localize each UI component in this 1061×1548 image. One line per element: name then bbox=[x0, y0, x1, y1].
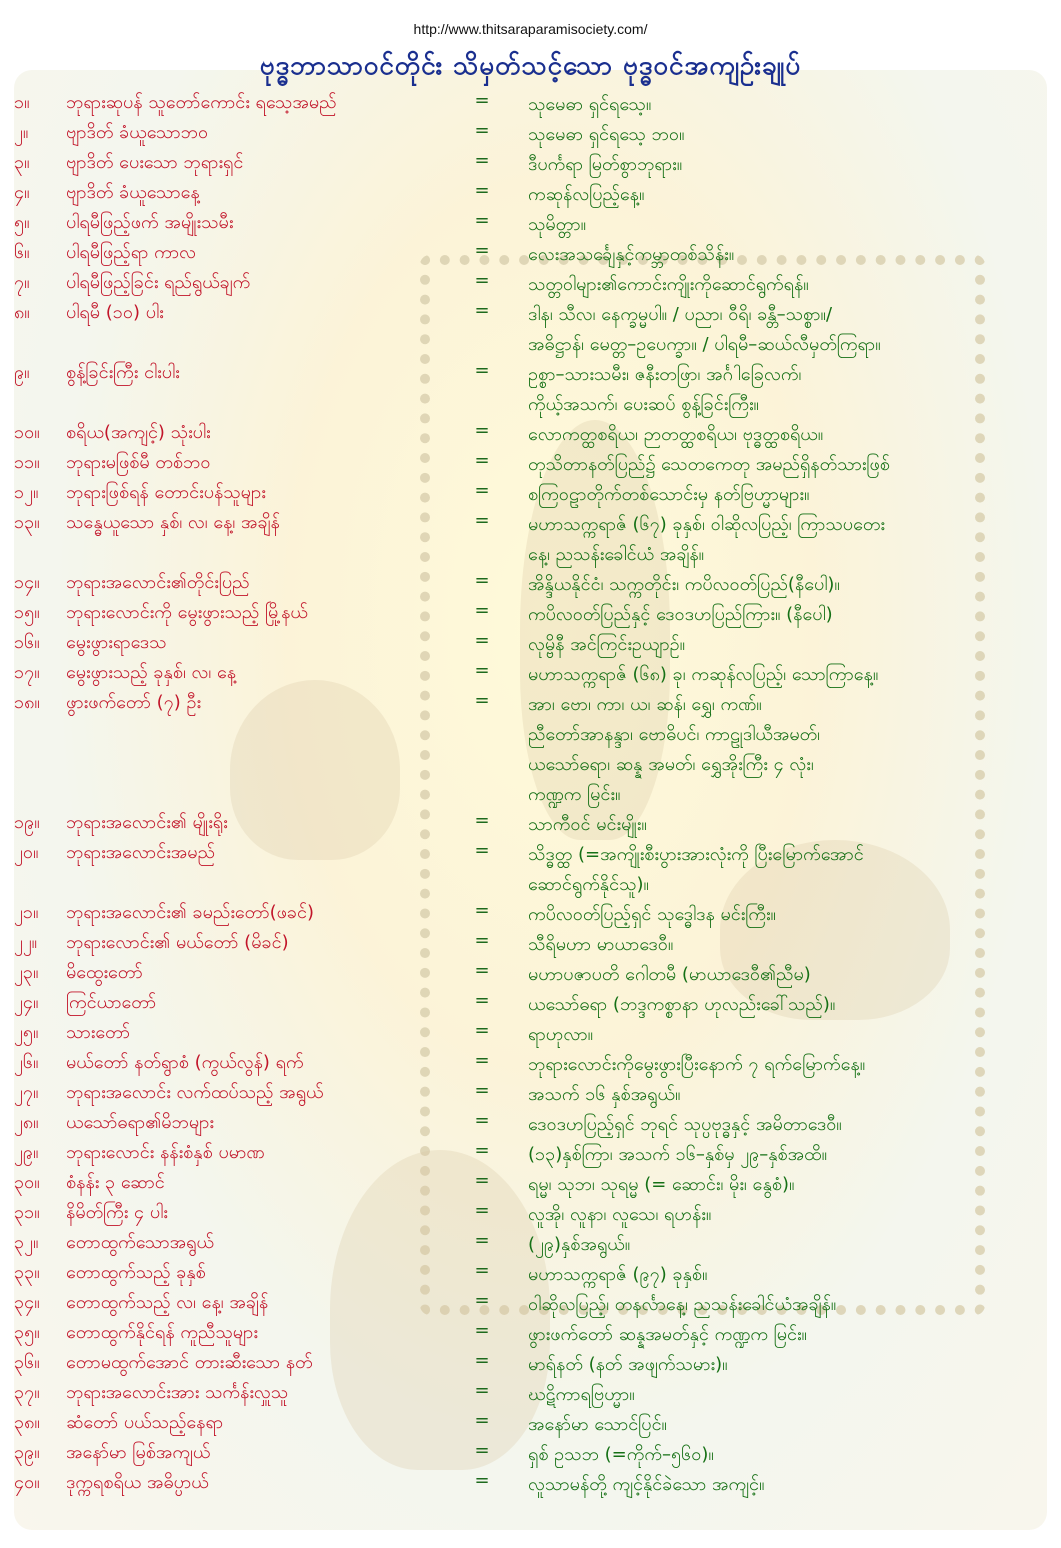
list-item bbox=[0, 660, 1061, 690]
item-label: ပါရမီဖြည့်ရာ ကာလ bbox=[66, 242, 197, 263]
equals-sign: = bbox=[474, 210, 490, 231]
equals-sign: = bbox=[474, 1290, 490, 1311]
list-item bbox=[0, 1440, 1061, 1470]
item-number: ၂၁။ bbox=[14, 902, 39, 923]
item-value bbox=[528, 90, 1033, 120]
equals-sign: = bbox=[474, 960, 490, 981]
item-value bbox=[528, 630, 1033, 660]
equals-sign: = bbox=[474, 690, 490, 711]
equals-sign: = bbox=[474, 1200, 490, 1221]
item-value-line: လောကတ္ထစရိယ၊ ဉာတတ္ထစရိယ၊ ဗုဒ္ဓတ္ထစရိယ။ bbox=[528, 424, 824, 445]
item-value-line: ဒါန၊ သီလ၊ နေက္ခမ္မပါ။ / ပညာ၊ ဝီရိ၊ ခန္တီ–သစ္စာ။/ bbox=[528, 304, 833, 325]
equals-sign: = bbox=[474, 1050, 490, 1071]
item-label: မွေးဖွားသည့် ခုနှစ်၊ လ၊ နေ့ bbox=[66, 662, 237, 683]
list-item bbox=[0, 1350, 1061, 1380]
item-value bbox=[528, 990, 1033, 1020]
item-label: ဘုရားအလောင်း၏တိုင်းပြည် bbox=[66, 572, 250, 593]
list-item bbox=[0, 150, 1061, 180]
equals-sign: = bbox=[474, 1380, 490, 1401]
item-value-line: ကိုယ့်အသက်၊ ပေးဆပ် စွန့်ခြင်းကြီး။ bbox=[528, 394, 759, 415]
list-item bbox=[0, 90, 1061, 120]
item-value bbox=[528, 1350, 1033, 1380]
equals-sign: = bbox=[474, 1230, 490, 1251]
equals-sign: = bbox=[474, 270, 490, 291]
equals-sign: = bbox=[474, 660, 490, 681]
item-number: ၂၂။ bbox=[14, 932, 38, 953]
list-item bbox=[0, 900, 1061, 930]
item-value-line: ရှစ် ဥသဘ (=ကိုက်–၅၆၀)။ bbox=[528, 1444, 714, 1465]
equals-sign: = bbox=[474, 600, 490, 621]
list-item bbox=[0, 1320, 1061, 1350]
item-number: ၂၉။ bbox=[14, 1142, 39, 1163]
item-value bbox=[528, 420, 1033, 450]
item-number: ၂၀။ bbox=[14, 842, 39, 863]
item-label: ဘုရားလောင်းကို မွေးဖွားသည့် မြို့နယ် bbox=[66, 602, 308, 623]
source-url: http://www.thitsaraparamisociety.com/ bbox=[413, 21, 648, 37]
item-label: ကြင်ယာတော် bbox=[66, 992, 157, 1013]
item-label: ဗျာဒိတ် ခံယူသောဘဝ bbox=[66, 122, 209, 143]
list-item bbox=[0, 1050, 1061, 1080]
list-item bbox=[0, 1110, 1061, 1140]
list-item bbox=[0, 1200, 1061, 1230]
item-value bbox=[528, 840, 1033, 900]
equals-sign: = bbox=[474, 420, 490, 441]
item-value bbox=[528, 180, 1033, 210]
item-number: ၂၃။ bbox=[14, 962, 39, 983]
item-value-line: ယသော်ဓရာ (ဘဒ္ဒကစ္စာနာ ဟုလည်းခေါ်သည်)။ bbox=[528, 994, 836, 1015]
list-item bbox=[0, 600, 1061, 630]
equals-sign: = bbox=[474, 120, 490, 141]
list-item bbox=[0, 1020, 1061, 1050]
list-item bbox=[0, 990, 1061, 1020]
item-label: သန္ဓေယူသော နှစ်၊ လ၊ နေ့၊ အချိန် bbox=[66, 512, 280, 533]
item-label: ဘုရားအလောင်း၏ ခမည်းတော်(ဖခင်) bbox=[66, 902, 315, 923]
item-label: ဘုရားအလောင်းအမည် bbox=[66, 842, 215, 863]
item-value bbox=[528, 1050, 1033, 1080]
equals-sign: = bbox=[474, 990, 490, 1011]
equals-sign: = bbox=[474, 1470, 490, 1491]
equals-sign: = bbox=[474, 300, 490, 321]
item-value bbox=[528, 930, 1033, 960]
item-value-line: တုသိတာနတ်ပြည်၌ သေတကေတု အမည်ရှိနတ်သားဖြစ် bbox=[528, 454, 890, 475]
item-value bbox=[528, 1080, 1033, 1110]
item-value-line: ဒေဝဒဟပြည့်ရှင် ဘုရင် သုပ္ပဗုဒ္ဓနှင့် အမိတာဒေဝီ။ bbox=[528, 1114, 842, 1135]
item-label: စရိယ(အကျင့်) သုံးပါး bbox=[66, 422, 211, 443]
item-label: ဘုရားအလောင်းအား သင်္ကန်းလှူသူ bbox=[66, 1382, 289, 1403]
item-value bbox=[528, 1290, 1033, 1320]
item-value bbox=[528, 480, 1033, 510]
item-value-line: ရာဟုလာ။ bbox=[528, 1024, 594, 1045]
item-label: ဘုရားဖြစ်ရန် တောင်းပန်သူများ bbox=[66, 482, 266, 503]
list-item bbox=[0, 300, 1061, 355]
item-value-line: (၁၃)နှစ်ကြာ၊ အသက် ၁၆–နှစ်မှ ၂၉–နှစ်အထိ။ bbox=[528, 1144, 828, 1165]
list-item bbox=[0, 1230, 1061, 1260]
item-label: မယ်တော် နတ်ရွာစံ (ကွယ်လွန်) ရက် bbox=[66, 1052, 304, 1073]
item-value-line: ကပိလဝတ်ပြည့်ရှင် သုဒ္ဓေါဒန မင်းကြီး။ bbox=[528, 904, 777, 925]
item-value-line: ဘုရားလောင်းကိုမွေးဖွားပြီးနောက် ၇ ရက်မြောက်နေ့။ bbox=[528, 1054, 866, 1075]
item-value-line: သီရိမဟာ မာယာဒေဝီ။ bbox=[528, 934, 674, 955]
item-value bbox=[528, 1260, 1033, 1290]
item-value-line: ဃဋိကာရဗြဟ္မာ။ bbox=[528, 1384, 635, 1405]
item-number: ၂။ bbox=[14, 122, 29, 143]
item-number: ၁၃။ bbox=[14, 512, 40, 533]
item-label: ဘုရားအလောင်း၏ မျိုးရိုး bbox=[66, 812, 228, 833]
item-label: တောထွက်သောအရွယ် bbox=[66, 1232, 214, 1253]
item-value bbox=[528, 810, 1033, 840]
item-value-line: လုမ္ဗိနီ အင်ကြင်းဥယျာဉ်။ bbox=[528, 634, 686, 655]
item-value-line: ဖွားဖက်တော် ဆန္နအမတ်နှင့် ကဏ္ဍက မြင်း။ bbox=[528, 1324, 808, 1345]
equals-sign: = bbox=[474, 90, 490, 111]
item-number: ၁၉။ bbox=[14, 812, 40, 833]
item-value-line: ကပိလဝတ်ပြည်နှင့် ဒေဝဒဟပြည်ကြား။ (နီပေါ) bbox=[528, 604, 833, 625]
list-item bbox=[0, 270, 1061, 300]
equals-sign: = bbox=[474, 840, 490, 861]
list-item bbox=[0, 360, 1061, 415]
item-number: ၂၈။ bbox=[14, 1112, 39, 1133]
item-value bbox=[528, 150, 1033, 180]
item-value bbox=[528, 210, 1033, 240]
equals-sign: = bbox=[474, 900, 490, 921]
list-item bbox=[0, 240, 1061, 270]
equals-sign: = bbox=[474, 1110, 490, 1131]
item-value-line: ညီတော်အာနန္ဒာ၊ ဗောဓိပင်၊ ကာဠုဒါယီအမတ်၊ bbox=[528, 724, 821, 745]
item-value bbox=[528, 360, 1033, 420]
item-value-line: ဝါဆိုလပြည့်၊ တနင်္လာနေ့၊ ညသန်းခေါင်ယံအချိန်။ bbox=[528, 1294, 837, 1315]
item-value bbox=[528, 270, 1033, 300]
item-value bbox=[528, 960, 1033, 990]
item-value bbox=[528, 1440, 1033, 1470]
item-number: ၃၅။ bbox=[14, 1322, 40, 1343]
item-value-line: အနော်မာ သောင်ပြင်။ bbox=[528, 1414, 667, 1435]
item-number: ၃၄။ bbox=[14, 1292, 40, 1313]
item-number: ၁၆။ bbox=[14, 632, 40, 653]
list-item bbox=[0, 630, 1061, 660]
item-value bbox=[528, 120, 1033, 150]
item-value-line: လေးအသင်္ချေနှင့်ကမ္ဘာတစ်သိန်း။ bbox=[528, 244, 735, 265]
equals-sign: = bbox=[474, 240, 490, 261]
item-label: ဒုက္ကရစရိယ အဓိပ္ပာယ် bbox=[66, 1472, 209, 1493]
list-item bbox=[0, 480, 1061, 510]
item-number: ၁၈။ bbox=[14, 692, 40, 713]
item-value bbox=[528, 240, 1033, 270]
list-item bbox=[0, 840, 1061, 895]
list-item bbox=[0, 1080, 1061, 1110]
item-value bbox=[528, 570, 1033, 600]
item-value bbox=[528, 900, 1033, 930]
item-label: တောထွက်သည့် လ၊ နေ့၊ အချိန် bbox=[66, 1292, 269, 1313]
item-number: ၁၄။ bbox=[14, 572, 40, 593]
item-value bbox=[528, 1410, 1033, 1440]
item-value-line: လူသာမန်တို့ ကျင့်နိုင်ခဲသော အကျင့်။ bbox=[528, 1474, 765, 1495]
item-number: ၇။ bbox=[14, 272, 30, 293]
item-value-line: ရမ္မ၊ သုဘ၊ သုရမ္မ (= ဆောင်း၊ မိုး၊ နွေစံ)။ bbox=[528, 1174, 795, 1195]
item-number: ၄။ bbox=[14, 182, 30, 203]
equals-sign: = bbox=[474, 360, 490, 381]
equals-sign: = bbox=[474, 1350, 490, 1371]
item-value-line: ဆောင်ရွက်နိုင်သူ)။ bbox=[528, 874, 649, 895]
item-label: ပါရမီဖြည့်ခြင်း ရည်ရွယ်ချက် bbox=[66, 272, 251, 293]
item-number: ၃၁။ bbox=[14, 1202, 40, 1223]
item-label: ပါရမီဖြည့်ဖက် အမျိုးသမီး bbox=[66, 212, 234, 233]
equals-sign: = bbox=[474, 1440, 490, 1461]
item-number: ၃၃။ bbox=[14, 1262, 40, 1283]
item-value-line: အိန္ဒိယနိုင်ငံ၊ သက္ကတိုင်း၊ ကပိလဝတ်ပြည်(နီပေါ)။ bbox=[528, 574, 840, 595]
item-number: ၉။ bbox=[14, 362, 30, 383]
item-number: ၈။ bbox=[14, 302, 30, 323]
item-number: ၃၈။ bbox=[14, 1412, 40, 1433]
item-value bbox=[528, 1380, 1033, 1410]
item-number: ၃၆။ bbox=[14, 1352, 40, 1373]
item-value-line: ဒီပင်္ကရာ မြတ်စွာဘုရား။ bbox=[528, 154, 683, 175]
item-number: ၁၁။ bbox=[14, 452, 40, 473]
equals-sign: = bbox=[474, 180, 490, 201]
item-value-line: မဟာသက္ကရာဇ် (၉၇) ခုနှစ်။ bbox=[528, 1264, 708, 1285]
item-label: အနော်မာ မြစ်အကျယ် bbox=[66, 1442, 211, 1463]
list-item bbox=[0, 1140, 1061, 1170]
item-value-line: (၂၉)နှစ်အရွယ်။ bbox=[528, 1234, 631, 1255]
item-label: မိထွေးတော် bbox=[66, 962, 143, 983]
equals-sign: = bbox=[474, 1020, 490, 1041]
item-value bbox=[528, 1020, 1033, 1050]
list-item bbox=[0, 1290, 1061, 1320]
item-label: ဘုရားမဖြစ်မီ တစ်ဘဝ bbox=[66, 452, 211, 473]
item-value bbox=[528, 1170, 1033, 1200]
list-item bbox=[0, 570, 1061, 600]
item-value-line: အဓိဋ္ဌာန်၊ မေတ္တ–ဥပေက္ခာ။ / ပါရမီ–ဆယ်လီမှတ်ကြရာ။ bbox=[528, 334, 881, 355]
item-value-line: လူအို၊ လူနာ၊ လူသေ၊ ရဟန်း။ bbox=[528, 1204, 712, 1225]
item-label: စံနန်း ၃ ဆောင် bbox=[66, 1172, 165, 1193]
equals-sign: = bbox=[474, 1320, 490, 1341]
item-value-line: သုမိတ္တာ။ bbox=[528, 214, 587, 235]
equals-sign: = bbox=[474, 930, 490, 951]
equals-sign: = bbox=[474, 630, 490, 651]
list-item bbox=[0, 510, 1061, 565]
item-number: ၄၀။ bbox=[14, 1472, 40, 1493]
item-value-line: သိဒ္ဓတ္ထ (=အကျိုးစီးပွားအားလုံးကို ပြီးမြောက်အောင် bbox=[528, 844, 864, 865]
list-item bbox=[0, 420, 1061, 450]
item-label: တောမထွက်အောင် တားဆီးသော နတ် bbox=[66, 1352, 313, 1373]
item-label: ဘုရားအလောင်း လက်ထပ်သည့် အရွယ် bbox=[66, 1082, 324, 1103]
item-value-line: ဥစ္စာ–သားသမီး၊ ဇနီးတဖြာ၊ အင်္ဂါခြေလက်၊ bbox=[528, 364, 802, 385]
item-value bbox=[528, 690, 1033, 810]
item-value-line: အာ၊ ဗော၊ ကာ၊ ယ၊ ဆန်၊ ရွှေ၊ ကဏ်။ bbox=[528, 694, 762, 715]
item-value bbox=[528, 300, 1033, 360]
item-label: သားတော် bbox=[66, 1022, 131, 1043]
item-label: တောထွက်နိုင်ရန် ကူညီသူများ bbox=[66, 1322, 258, 1343]
list-item bbox=[0, 1470, 1061, 1500]
page-title: ဗုဒ္ဓဘာသာဝင်တိုင်း သိမှတ်သင့်သော ဗုဒ္ဓဝင်အကျဉ်းချုပ် bbox=[259, 51, 802, 81]
item-value-line: မဟာသက္ကရာဇ် (၆၇) ခုနှစ်၊ ဝါဆိုလပြည့်၊ ကြာသပတေး bbox=[528, 514, 885, 535]
item-value-line: သာကီဝင် မင်းမျိုး။ bbox=[528, 814, 647, 835]
equals-sign: = bbox=[474, 1080, 490, 1101]
equals-sign: = bbox=[474, 810, 490, 831]
item-value bbox=[528, 1320, 1033, 1350]
list-item bbox=[0, 810, 1061, 840]
item-label: ယသော်ဓရာ၏မိဘများ bbox=[66, 1112, 214, 1133]
item-number: ၁၇။ bbox=[14, 662, 40, 683]
list-item bbox=[0, 120, 1061, 150]
item-label: ဗျာဒိတ် ခံယူသောနေ့ bbox=[66, 182, 200, 203]
item-value bbox=[528, 1470, 1033, 1500]
item-label: တောထွက်သည့် ခုနှစ် bbox=[66, 1262, 206, 1283]
item-value-line: အသက် ၁၆ နှစ်အရွယ်။ bbox=[528, 1084, 681, 1105]
item-number: ၂၄။ bbox=[14, 992, 39, 1013]
item-value bbox=[528, 1110, 1033, 1140]
item-number: ၂၅။ bbox=[14, 1022, 39, 1043]
equals-sign: = bbox=[474, 1410, 490, 1431]
item-value bbox=[528, 1200, 1033, 1230]
item-label: ဆံတော် ပယ်သည့်နေရာ bbox=[66, 1412, 224, 1433]
item-value bbox=[528, 1140, 1033, 1170]
item-number: ၆။ bbox=[14, 242, 30, 263]
item-value-line: နေ့၊ ညသန်းခေါင်ယံ အချိန်။ bbox=[528, 544, 705, 565]
list-item bbox=[0, 180, 1061, 210]
item-label: ဖွားဖက်တော် (၇) ဦး bbox=[66, 692, 202, 713]
list-item bbox=[0, 1380, 1061, 1410]
item-value-line: ကဏ္ဍက မြင်း။ bbox=[528, 784, 621, 805]
item-label: ဘုရားဆုပန် သူတော်ကောင်း ရသေ့အမည် bbox=[66, 92, 337, 113]
item-number: ၁။ bbox=[14, 92, 30, 113]
item-label: မွေးဖွားရာဒေသ bbox=[66, 632, 167, 653]
item-number: ၃၉။ bbox=[14, 1442, 40, 1463]
item-value bbox=[528, 660, 1033, 690]
list-item bbox=[0, 690, 1061, 805]
item-value-line: သုမေဓာ ရှင်ရသေ့။ bbox=[528, 94, 652, 115]
item-number: ၃၀။ bbox=[14, 1172, 40, 1193]
item-number: ၃၂။ bbox=[14, 1232, 39, 1253]
list-item bbox=[0, 1260, 1061, 1290]
item-value-line: သုမေဓာ ရှင်ရသေ့ ဘဝ။ bbox=[528, 124, 685, 145]
item-label: ဗျာဒိတ် ပေးသော ဘုရားရှင် bbox=[66, 152, 244, 173]
item-number: ၁၀။ bbox=[14, 422, 40, 443]
equals-sign: = bbox=[474, 450, 490, 471]
item-value bbox=[528, 1230, 1033, 1260]
item-value-line: သတ္တဝါများ၏ကောင်းကျိုးကိုဆောင်ရွက်ရန်။ bbox=[528, 274, 809, 295]
list-item bbox=[0, 1410, 1061, 1440]
equals-sign: = bbox=[474, 510, 490, 531]
item-value bbox=[528, 510, 1033, 570]
item-value-line: မဟာပဇာပတိ ဂေါတမီ (မာယာဒေဝီ၏ညီမ) bbox=[528, 964, 811, 985]
equals-sign: = bbox=[474, 1140, 490, 1161]
item-label: ဘုရားလောင်း၏ မယ်တော် (မိခင်) bbox=[66, 932, 289, 953]
item-value bbox=[528, 450, 1033, 480]
item-label: စွန့်ခြင်းကြီး ငါးပါး bbox=[66, 362, 180, 383]
equals-sign: = bbox=[474, 1170, 490, 1191]
item-number: ၂၇။ bbox=[14, 1082, 39, 1103]
list-item bbox=[0, 930, 1061, 960]
item-number: ၁၅။ bbox=[14, 602, 40, 623]
item-value-line: စကြဝဠာတိုက်တစ်သောင်းမှ နတ်ဗြဟ္မာများ။ bbox=[528, 484, 810, 505]
item-number: ၃၇။ bbox=[14, 1382, 40, 1403]
item-value-line: ယသော်ဓရာ၊ ဆန္န အမတ်၊ ရွှေအိုးကြီး ၄ လုံး၊ bbox=[528, 754, 814, 775]
equals-sign: = bbox=[474, 570, 490, 591]
item-value-line: ကဆုန်လပြည့်နေ့။ bbox=[528, 184, 645, 205]
item-value bbox=[528, 600, 1033, 630]
item-value-line: မဟာသက္ကရာဇ် (၆၈) ခု၊ ကဆုန်လပြည့်၊ သောကြာနေ့။ bbox=[528, 664, 879, 685]
item-number: ၅။ bbox=[14, 212, 30, 233]
equals-sign: = bbox=[474, 1260, 490, 1281]
item-label: နိမိတ်ကြီး ၄ ပါး bbox=[66, 1202, 168, 1223]
item-label: ပါရမီ (၁၀) ပါး bbox=[66, 302, 164, 323]
item-number: ၂၆။ bbox=[14, 1052, 39, 1073]
list-item bbox=[0, 450, 1061, 480]
list-item bbox=[0, 1170, 1061, 1200]
item-number: ၃။ bbox=[14, 152, 30, 173]
item-value-line: မာရ်နတ် (နတ် အဖျက်သမား)။ bbox=[528, 1354, 728, 1375]
equals-sign: = bbox=[474, 150, 490, 171]
item-number: ၁၂။ bbox=[14, 482, 39, 503]
equals-sign: = bbox=[474, 480, 490, 501]
item-label: ဘုရားလောင်း နန်းစံနှစ် ပမာဏ bbox=[66, 1142, 265, 1163]
list-item bbox=[0, 210, 1061, 240]
list-item bbox=[0, 960, 1061, 990]
